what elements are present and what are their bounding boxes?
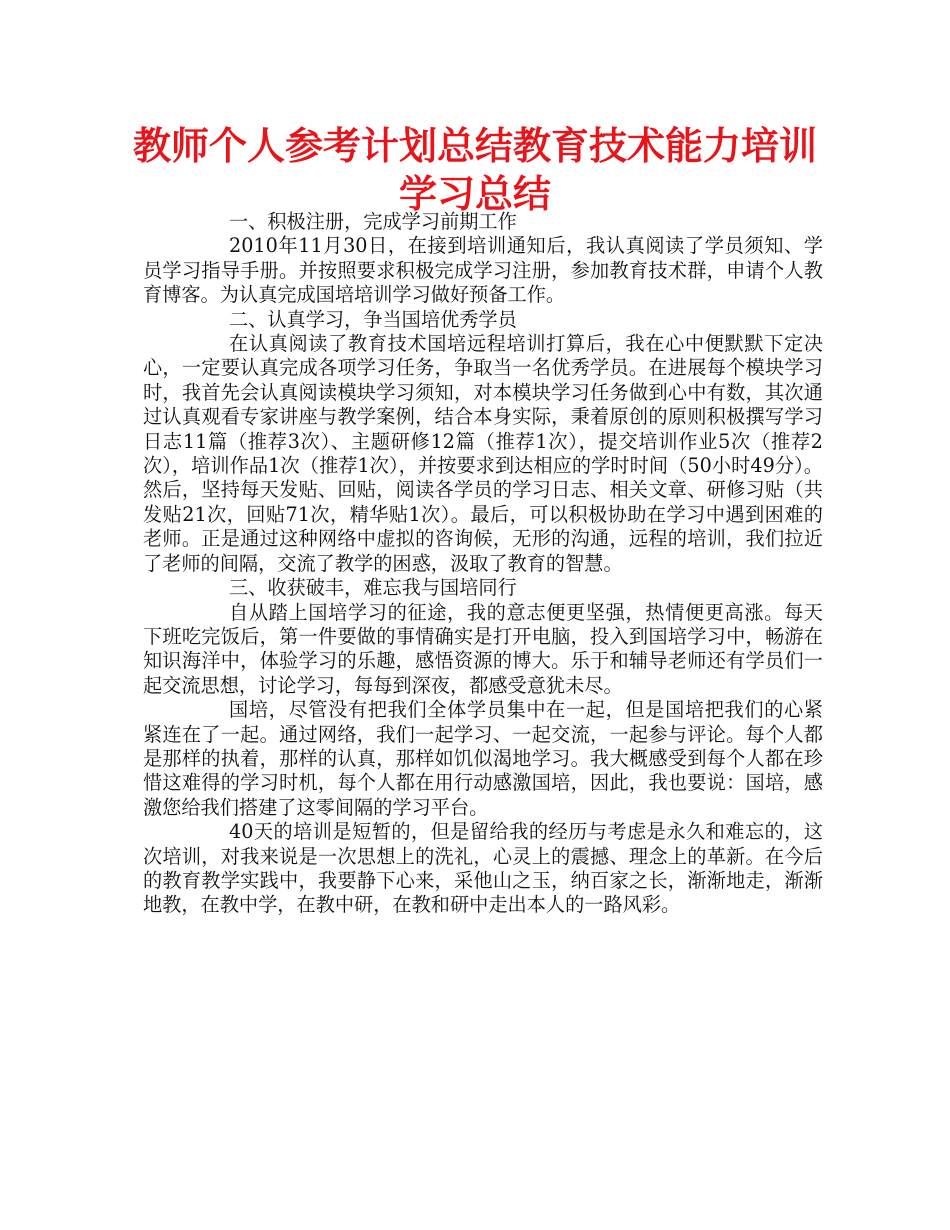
- section-heading-3: 三、收获破丰，难忘我与国培同行: [229, 576, 517, 600]
- paragraph-3: 自从踏上国培学习的征途，我的意志便更坚强，热情便更高涨。每天下班吃完饭后，第一件要做的事情确实是打开电脑，投入到国培学习中，畅游在知识海洋中，体验学习的乐趣，感悟资源的博大。乐于和辅导老师还有学员们一起交流思想，讨论学习，每每到深夜，都感受意犹未尽。: [143, 600, 823, 697]
- paragraph-1: 2010年11月30日，在接到培训通知后，我认真阅读了学员须知、学员学习指导手册。并按照要求积极完成学习注册，参加教育技术群，申请个人教育博客。为认真完成国培培训学习做好预备工作。: [143, 234, 823, 307]
- paragraph-4: 国培，尽管没有把我们全体学员集中在一起，但是国培把我们的心紧紧连在了一起。通过网络，我们一起学习、一起交流，一起参与评论。每个人都是那样的执着，那样的认真，那样如饥似渴地学习。我大概感受到每个人都在珍惜这难得的学习时机，每个人都在用行动感激国培，因此，我也要说：国培，感激您给我们搭建了这零间隔的学习平台。: [143, 698, 823, 819]
- document-title: 教师个人参考计划总结教育技术能力培训学习总结: [132, 124, 817, 216]
- section-heading-2: 二、认真学习，争当国培优秀学员: [229, 307, 517, 331]
- section-heading-1: 一、积极注册，完成学习前期工作: [229, 210, 517, 233]
- document-body: [143, 210, 823, 918]
- paragraph-5: 40天的培训是短暂的，但是留给我的经历与考虑是永久和难忘的，这次培训，对我来说是一次思想上的洗礼，心灵上的震撼、理念上的革新。在今后的教育教学实践中，我要静下心来，采他山之玉，纳百家之长，渐渐地走，渐渐地教，在教中学，在教中研，在教和研中走出本人的一路风彩。: [143, 820, 823, 917]
- paragraph-2: 在认真阅读了教育技术国培远程培训打算后，我在心中便默默下定决心，一定要认真完成各项学习任务，争取当一名优秀学员。在进展每个模块学习时，我首先会认真阅读模块学习须知，对本模块学习任务做到心中有数，其次通过认真观看专家讲座与教学案例，结合本身实际，秉着原创的原则积极撰写学习日志11篇（推荐3次）、主题研修12篇（推荐1次），提交培训作业5次（推荐2次），培训作品1次（推荐1次），并按要求到达相应的学时时间（50小时49分）。然后，坚持每天发贴、回贴，阅读各学员的学习日志、相关文章、研修习贴（共发贴21次，回贴71次，精华贴1次）。最后，可以积极协助在学习中遇到困难的老师。正是通过这种网络中虚拟的咨询候，无形的沟通，远程的培训，我们拉近了老师的间隔，交流了教学的困惑，汲取了教育的智慧。: [143, 332, 823, 575]
